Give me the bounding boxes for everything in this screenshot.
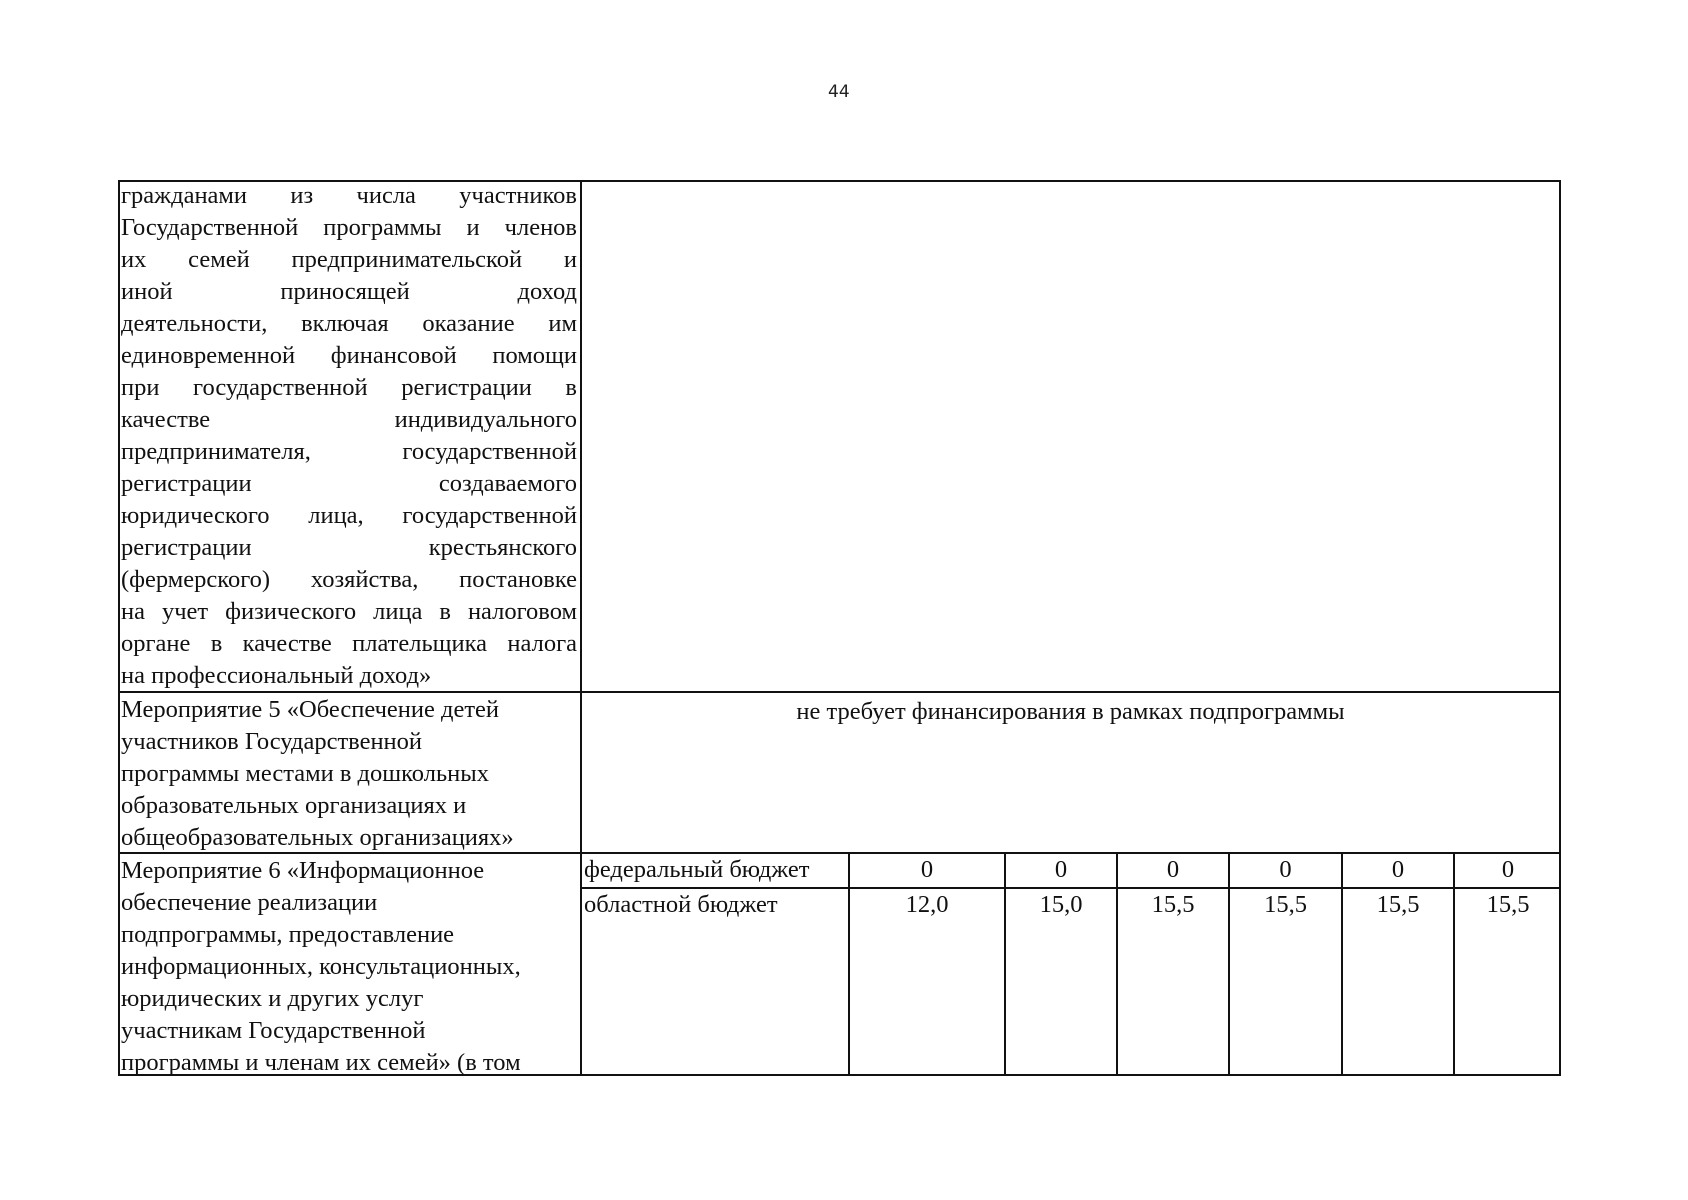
text-line: регистрации крестьянского — [121, 534, 577, 561]
federal-value-2: 0 — [1054, 856, 1068, 883]
page-number: 44 — [828, 82, 850, 102]
text-line: на профессиональный доход» — [121, 662, 432, 689]
row-3-description — [121, 855, 577, 1079]
text-line: (фермерского) хозяйства, постановке — [121, 566, 577, 593]
regional-value-6: 15,5 — [1486, 891, 1530, 918]
text-line: программы местами в дошкольных — [121, 760, 489, 787]
text-line: подпрограммы, предоставление — [121, 921, 455, 948]
text-line: Мероприятие 6 «Информационное — [121, 857, 485, 884]
text-line: Мероприятие 5 «Обеспечение детей — [121, 696, 500, 723]
text-line: предпринимателя, государственной — [121, 438, 577, 465]
text-line: Государственной программы и членов — [121, 214, 577, 241]
text-line: общеобразовательных организациях» — [121, 824, 514, 851]
text-line: юридических и других услуг — [121, 985, 424, 1012]
text-line: регистрации создаваемого — [121, 470, 577, 497]
federal-value-5: 0 — [1391, 856, 1405, 883]
text-line: образовательных организациях и — [121, 792, 467, 819]
text-line: деятельности, включая оказание им — [121, 310, 577, 337]
text-line: юридического лица, государственной — [121, 502, 577, 529]
regional-budget-label: областной бюджет — [584, 891, 778, 918]
row-1-description — [121, 180, 577, 692]
text-line: участников Государственной — [121, 728, 423, 755]
text-line: единовременной финансовой помощи — [121, 342, 577, 369]
text-line: гражданами из числа участников — [121, 182, 577, 209]
federal-value-6: 0 — [1501, 856, 1515, 883]
text-line: иной приносящей доход — [121, 278, 577, 305]
text-line: участникам Государственной — [121, 1017, 426, 1044]
row-2-description — [121, 694, 577, 854]
column-divider — [580, 180, 582, 1076]
regional-value-2: 15,0 — [1039, 891, 1083, 918]
text-line: на учет физического лица в налоговом — [121, 598, 577, 625]
federal-value-3: 0 — [1166, 856, 1180, 883]
federal-value-4: 0 — [1279, 856, 1292, 883]
regional-value-5: 15,5 — [1376, 891, 1420, 918]
regional-value-4: 15,5 — [1264, 891, 1307, 918]
text-line: органе в качестве плательщика налога — [121, 630, 577, 657]
text-line: информационных, консультационных, — [121, 953, 521, 980]
no-funding-note: не требует финансирования в рамках подпрограммы — [796, 698, 1345, 725]
federal-value-1: 0 — [920, 856, 934, 883]
regional-value-3: 15,5 — [1151, 891, 1195, 918]
federal-budget-label: федеральный бюджет — [584, 856, 810, 883]
text-line: при государственной регистрации в — [121, 374, 577, 401]
text-line: их семей предпринимательской и — [121, 246, 577, 273]
text-line: обеспечение реализации — [121, 889, 378, 916]
text-line: программы и членам их семей» (в том — [121, 1049, 521, 1076]
text-line: качестве индивидуального — [121, 406, 577, 433]
regional-value-1: 12,0 — [905, 891, 949, 918]
